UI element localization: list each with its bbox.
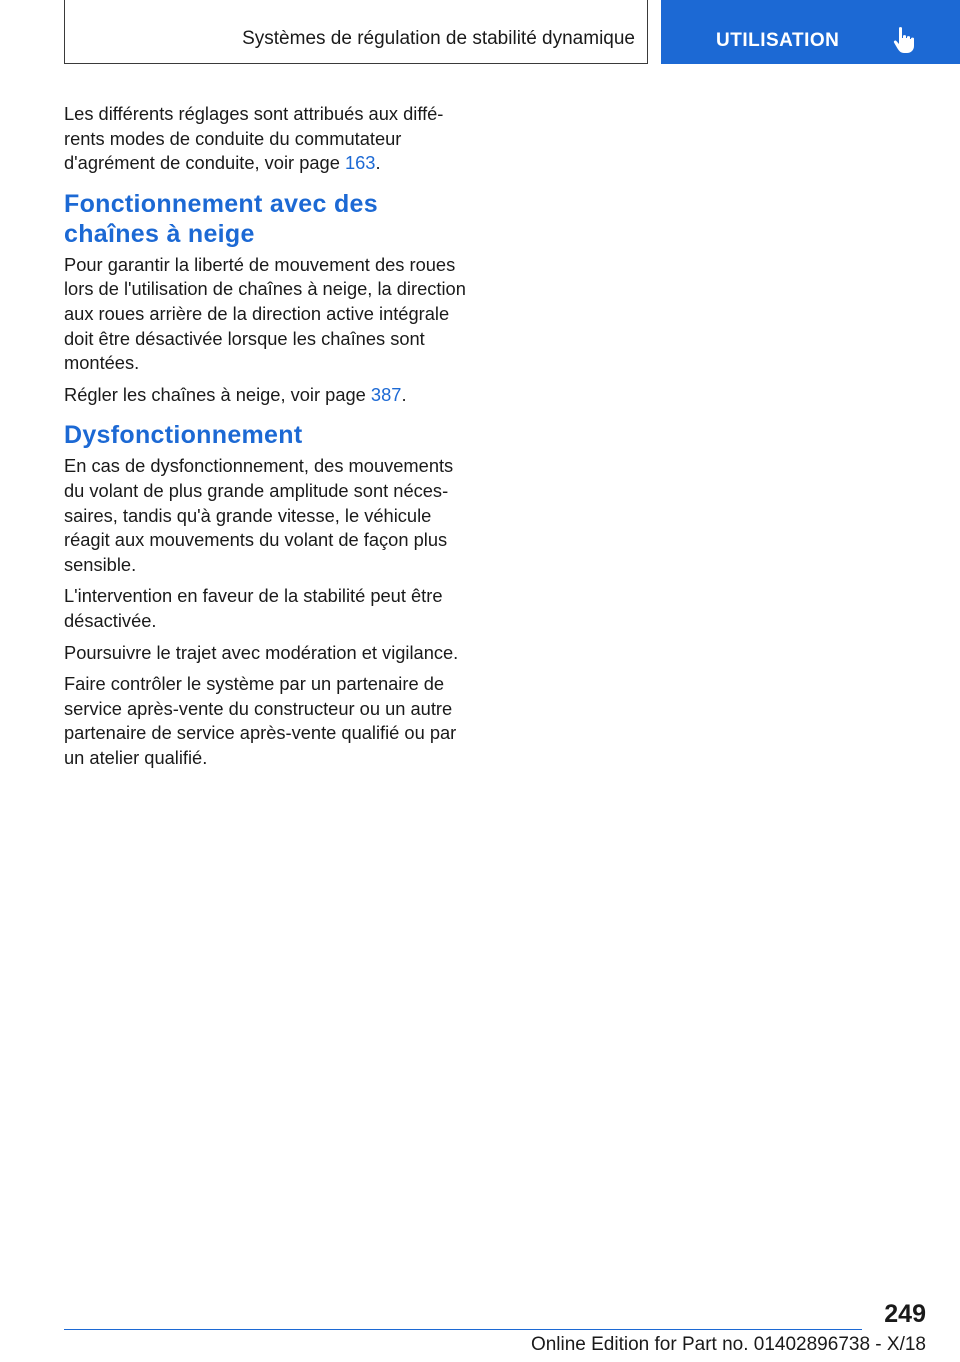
intro-paragraph <box>64 102 484 176</box>
text-line: Faire contrôler le système par un partenaire de <box>64 673 445 695</box>
text-line: partenaire de service après-vente qualifié ou par <box>64 722 457 744</box>
heading-malfunction: Dysfonctionnement <box>64 421 303 450</box>
reference-text: Régler les chaînes à neige, voir page <box>64 383 371 405</box>
text-line: doit être désactivée lorsque les chaînes sont <box>64 327 425 349</box>
text-line: aux roues arrière de la direction active intégrale <box>64 302 450 324</box>
text-line: montées. <box>64 352 140 374</box>
footer-edition-text: Online Edition for Part no. 01402896738 - X/18 <box>530 1334 926 1355</box>
heading-line: chaînes à neige <box>64 219 255 248</box>
service-paragraph <box>64 672 484 770</box>
text-line: L'intervention en faveur de la stabilité peut être <box>64 585 443 607</box>
text-line: saires, tandis qu'à grande vitesse, le véhicule <box>64 504 432 526</box>
footer-divider <box>64 1329 862 1330</box>
text-line: service après-vente du constructeur ou un autre <box>64 697 453 719</box>
text-line: Les différents réglages sont attribués aux diffé- <box>64 103 444 124</box>
chapter-tab[interactable] <box>661 0 960 64</box>
stability-paragraph <box>64 584 484 633</box>
page-number: 249 <box>884 1300 926 1328</box>
malfunction-paragraph <box>64 454 484 577</box>
snow-chains-reference <box>64 383 484 408</box>
chapter-tab-label: UTILISATION <box>716 30 840 51</box>
heading-snow-chains <box>64 189 484 249</box>
intro-line-text: d'agrément de conduite, voir page <box>64 152 345 174</box>
snow-chains-paragraph <box>64 253 484 376</box>
punctuation: . <box>401 383 407 405</box>
text-line: rents modes de conduite du commutateur <box>64 127 402 149</box>
continue-paragraph: Poursuivre le trajet avec modération et vigilance. <box>64 641 459 663</box>
page-content <box>64 102 484 777</box>
text-line: Pour garantir la liberté de mouvement des roues <box>64 253 456 275</box>
page-link-387[interactable]: 387 <box>370 383 402 405</box>
text-line: désactivée. <box>64 609 157 631</box>
text-line: lors de l'utilisation de chaînes à neige, la direction <box>64 278 466 300</box>
pointing-hand-icon <box>893 26 917 54</box>
header-section-box <box>64 0 648 64</box>
text-line: un atelier qualifié. <box>64 746 208 768</box>
text-line: sensible. <box>64 553 137 575</box>
section-title: Systèmes de régulation de stabilité dynamique <box>242 28 635 49</box>
page-link-163[interactable]: 163 <box>344 152 376 174</box>
punctuation: . <box>375 152 381 174</box>
heading-line: Fonctionnement avec des <box>64 189 378 218</box>
text-line <box>64 151 484 176</box>
text-line: En cas de dysfonctionnement, des mouvements <box>64 455 454 477</box>
text-line: du volant de plus grande amplitude sont néces- <box>64 479 449 501</box>
text-line: réagit aux mouvements du volant de façon plus <box>64 529 448 551</box>
